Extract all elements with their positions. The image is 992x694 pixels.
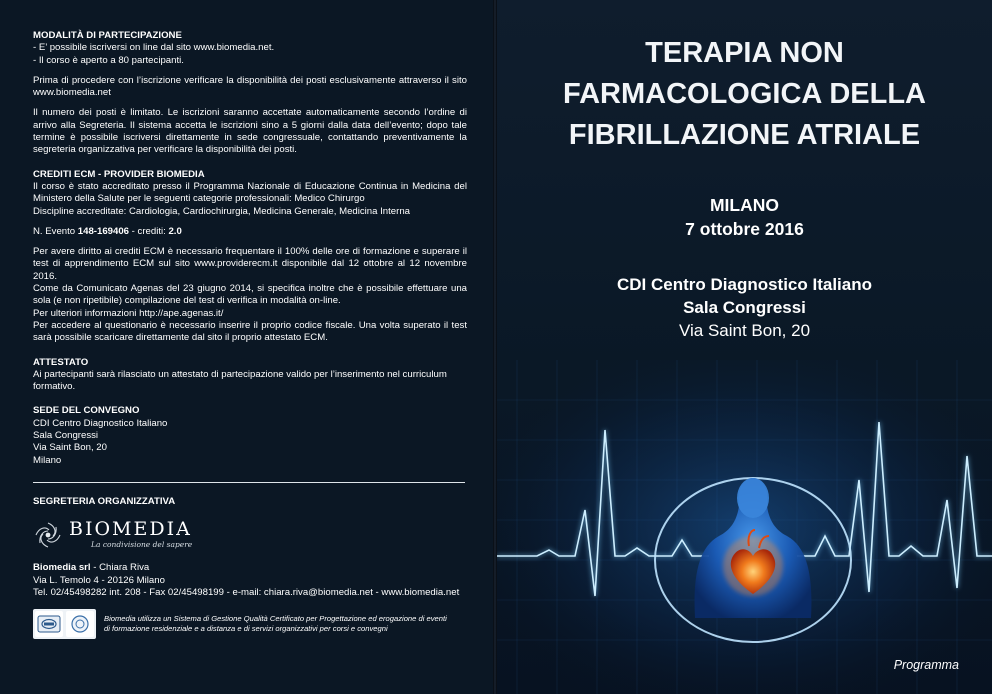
crediti-para6: Per accedere al questionario è necessario inserire il proprio codice fiscale. Una volta superato il test sarà possibile scaricare direttamente dal sito il proprio attestato ECM. bbox=[33, 319, 467, 344]
venue-room: Sala Congressi bbox=[683, 298, 806, 317]
sede-line1: CDI Centro Diagnostico Italiano bbox=[33, 417, 168, 429]
event-city: MILANO bbox=[709, 195, 780, 215]
company-name: Biomedia srl bbox=[33, 562, 91, 574]
quality-statement: Biomedia utilizza un Sistema di Gestione Qualità Certificato per Progettazione ed erogazione di eventi di formazione residenziale e a distanza e di servizi organizzativi per corsi e convegni bbox=[104, 613, 447, 634]
iso-certification-icon bbox=[35, 611, 63, 637]
modalita-title: MODALITÀ DI PARTECIPAZIONE bbox=[33, 30, 182, 41]
crediti-para3: Per avere diritto ai crediti ECM è necessario frequentare il 100% delle ore di formazione e superare il test di apprendimento ECM sul sito www.providerecm.it disponibile dal 12 ottobre al 12 novembre 2016. bbox=[33, 246, 467, 282]
event-title bbox=[497, 33, 992, 156]
modalita-line2: - Il corso è aperto a 80 partecipanti. bbox=[33, 54, 184, 66]
crediti-para5: Per ulteriori informazioni http://ape.agenas.it/ bbox=[33, 307, 224, 319]
crediti-para1: Il corso è stato accreditato presso il Programma Nazionale di Educazione Continua in Medicina del Ministero della Salute per le seguenti categorie professionali: Medico Chirurgo bbox=[33, 180, 467, 205]
programma-label: Programma bbox=[893, 658, 959, 672]
venue-address: Via Saint Bon, 20 bbox=[678, 321, 811, 340]
segreteria-title: SEGRETERIA ORGANIZZATIVA bbox=[33, 495, 176, 507]
sede-title: SEDE DEL CONVEGNO bbox=[33, 405, 140, 417]
ecg-heart-illustration bbox=[497, 360, 992, 694]
event-location-date bbox=[497, 193, 992, 241]
title-line2: FARMACOLOGICA DELLA bbox=[562, 78, 926, 110]
cover-panel bbox=[497, 0, 992, 694]
crediti-para2: Discipline accreditate: Cardiologia, Cardiochirurgia, Medicina Generale, Medicina Interna bbox=[33, 205, 411, 217]
event-date: 7 ottobre 2016 bbox=[685, 219, 804, 239]
sede-line4: Milano bbox=[33, 454, 62, 466]
event-venue bbox=[497, 273, 992, 342]
biomedia-swirl-icon bbox=[33, 520, 63, 550]
crediti-para4: Come da Comunicato Agenas del 23 giugno 2014, si specifica inoltre che è possibile effettuare una sola (e non ripetibile) compilazione del test di verifica in modalità on-line. bbox=[33, 283, 467, 307]
logo-tagline: La condivisione del sapere bbox=[91, 540, 193, 550]
certification-badges bbox=[33, 609, 96, 639]
sede-line3: Via Saint Bon, 20 bbox=[33, 442, 107, 454]
back-panel bbox=[0, 0, 493, 694]
modalita-para2: Il numero dei posti è limitato. Le iscrizioni saranno accettate automaticamente secondo l’ordine di arrivo alla Segreteria. Il sistema accetta le iscrizioni sino a 5 giorni dalla data dell’evento; dopo tale termine è possibile iscriversi direttamente in sede congressuale, contattando preventivamente la segreteria organizzativa per verificare la disponibilità dei posti. bbox=[33, 107, 467, 156]
sede-line2: Sala Congressi bbox=[33, 430, 99, 442]
company-address: Via L. Temolo 4 - 20126 Milano bbox=[33, 574, 165, 586]
venue-name: CDI Centro Diagnostico Italiano bbox=[616, 275, 873, 294]
attestato-title: ATTESTATO bbox=[33, 356, 89, 368]
modalita-para1: Prima di procedere con l’iscrizione verificare la disponibilità dei posti esclusivamente attraverso il sito www.biomedia.net bbox=[33, 74, 467, 99]
company-line bbox=[33, 562, 467, 574]
quality-footer bbox=[33, 609, 467, 639]
crediti-title: CREDITI ECM - PROVIDER BIOMEDIA bbox=[33, 168, 205, 180]
title-line1: TERAPIA NON bbox=[645, 37, 844, 69]
attestato-para: Ai partecipanti sarà rilasciato un attestato di partecipazione valido per l’inserimento nel curriculum formativo. bbox=[33, 368, 447, 393]
logo-name: BIOMEDIA bbox=[69, 518, 192, 541]
company-contacts: Tel. 02/45498282 int. 208 - Fax 02/45498199 - e-mail: chiara.riva@biomedia.net - www.biomedia.net bbox=[33, 586, 460, 598]
title-line3: FIBRILLAZIONE ATRIALE bbox=[568, 119, 921, 151]
section-divider bbox=[33, 482, 465, 483]
crediti-number: 2.0 bbox=[168, 225, 182, 237]
modalita-line1: - E’ possibile iscriversi on line dal sito www.biomedia.net. bbox=[33, 42, 275, 54]
crediti-evento: N. Evento 148-169406 - crediti: 2.0 bbox=[33, 225, 182, 237]
biomedia-logo bbox=[33, 518, 467, 552]
evento-number: 148-169406 bbox=[77, 225, 130, 237]
accredia-certification-icon bbox=[66, 611, 94, 637]
contact-name: - Chiara Riva bbox=[90, 562, 150, 574]
